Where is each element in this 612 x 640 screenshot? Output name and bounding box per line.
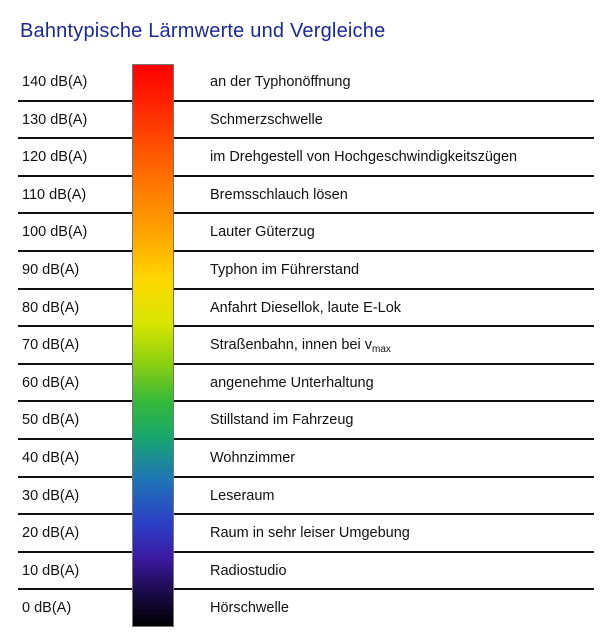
level-label: 10 dB(A): [22, 562, 80, 579]
comparison-label: Stillstand im Fahrzeug: [210, 412, 354, 429]
table-row: [18, 252, 594, 290]
table-row: [18, 478, 594, 516]
level-label: 30 dB(A): [22, 487, 80, 504]
comparison-label: Typhon im Führerstand: [210, 261, 360, 278]
comparison-label-text: Straßenbahn, innen bei v: [210, 337, 373, 354]
table-row: [18, 365, 594, 403]
noise-level-table: [18, 64, 594, 628]
table-row: [18, 327, 594, 365]
level-label: 110 dB(A): [22, 186, 87, 203]
level-label: 40 dB(A): [22, 449, 80, 466]
comparison-label: Anfahrt Diesellok, laute E-Lok: [210, 299, 402, 316]
level-label: 50 dB(A): [22, 412, 80, 429]
comparison-label: Schmerzschwelle: [210, 111, 323, 128]
table-row: [18, 102, 594, 140]
table-row: [18, 553, 594, 591]
chart-title: Bahntypische Lärmwerte und Vergleiche: [20, 20, 386, 42]
level-label: 140 dB(A): [22, 74, 88, 90]
table-row: [18, 64, 594, 102]
table-row: [18, 214, 594, 252]
level-label: 80 dB(A): [22, 299, 80, 316]
level-label: 130 dB(A): [22, 111, 88, 128]
table-row: [18, 290, 594, 328]
comparison-label: Wohnzimmer: [210, 449, 296, 466]
comparison-label-subscript: max: [372, 344, 391, 356]
comparison-label: [210, 337, 391, 355]
loudness-color-scale-bar: [132, 64, 174, 627]
comparison-label: Lauter Güterzug: [210, 224, 315, 241]
comparison-label: Raum in sehr leiser Umgebung: [210, 525, 410, 542]
level-label: 60 dB(A): [22, 374, 80, 391]
level-label: 20 dB(A): [22, 525, 80, 542]
table-row: [18, 402, 594, 440]
level-label: 100 dB(A): [22, 224, 88, 241]
level-label: 120 dB(A): [22, 149, 88, 166]
level-label: 0 dB(A): [22, 600, 72, 617]
comparison-label: im Drehgestell von Hochgeschwindigkeitszügen: [210, 149, 518, 166]
comparison-label: Leseraum: [210, 487, 275, 504]
comparison-label: an der Typhonöffnung: [210, 74, 351, 90]
table-row: [18, 440, 594, 478]
comparison-label: Bremsschlauch lösen: [210, 186, 348, 203]
level-label: 70 dB(A): [22, 337, 80, 354]
comparison-label: angenehme Unterhaltung: [210, 374, 374, 391]
table-row: [18, 139, 594, 177]
comparison-label: Radiostudio: [210, 562, 287, 579]
table-row: [18, 590, 594, 628]
table-row: [18, 515, 594, 553]
level-label: 90 dB(A): [22, 261, 80, 278]
table-row: [18, 177, 594, 215]
comparison-label: Hörschwelle: [210, 600, 289, 617]
